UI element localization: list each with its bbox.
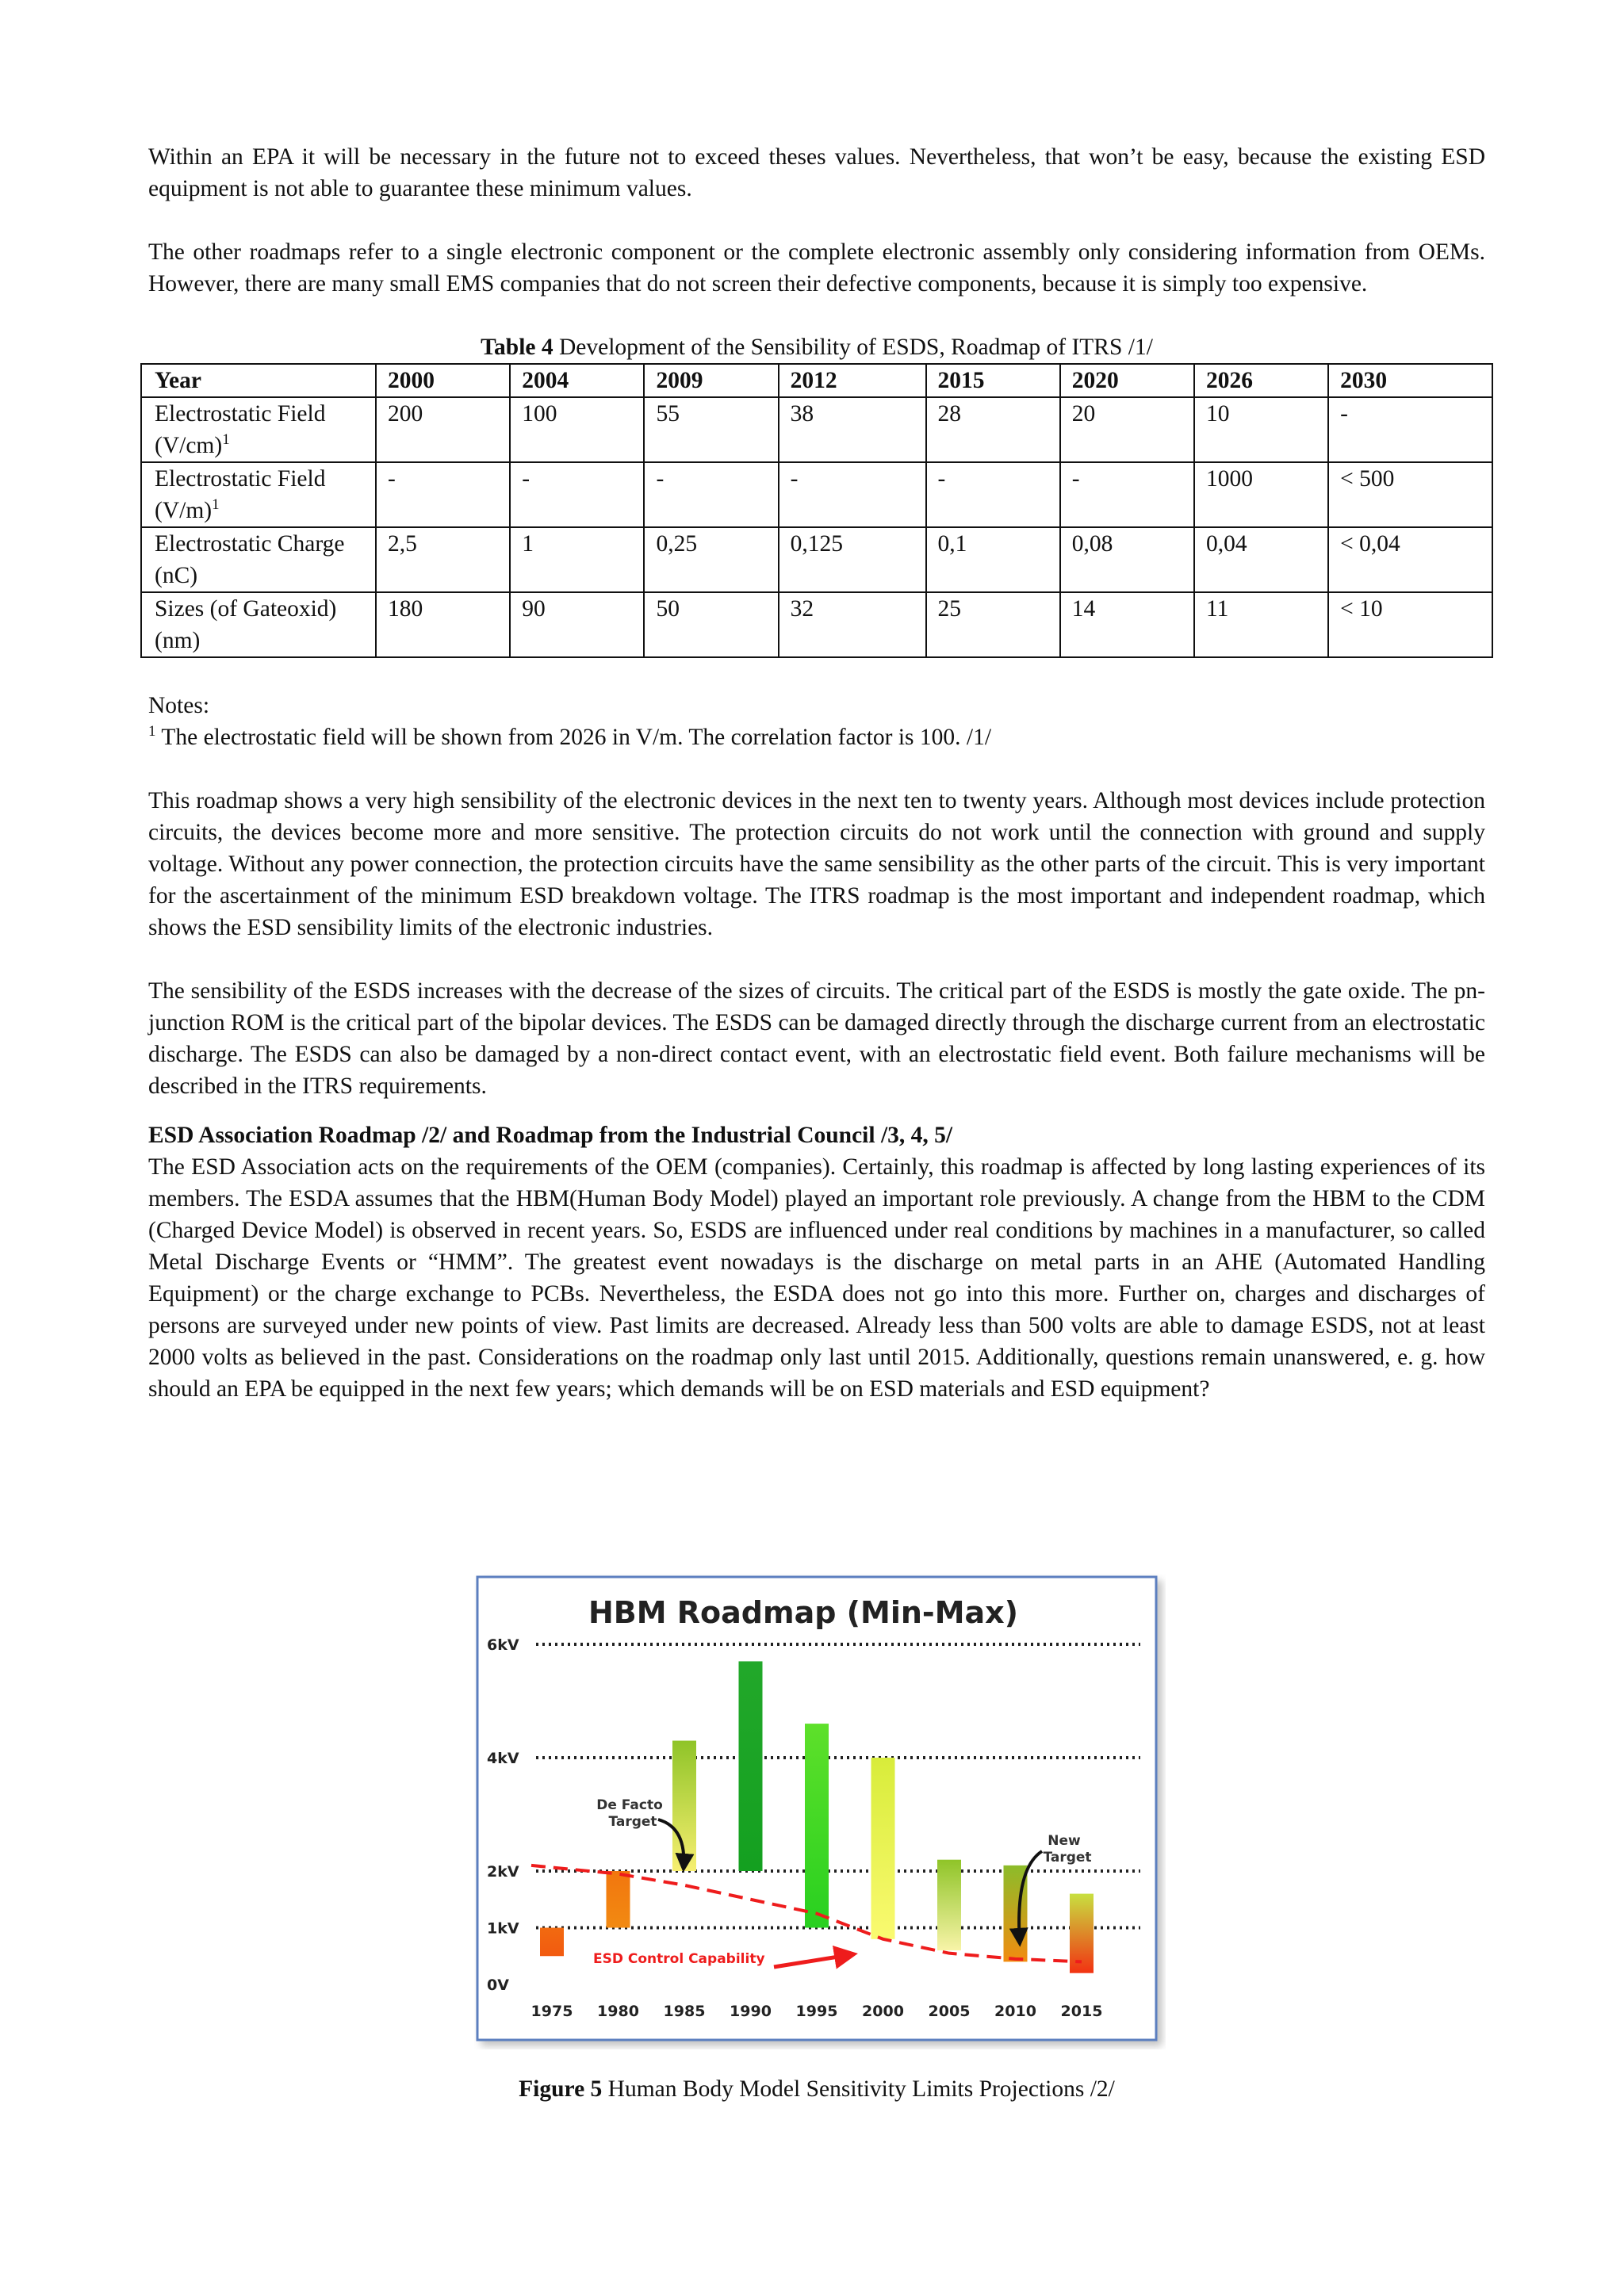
table-cell: - bbox=[644, 462, 778, 527]
bar-2005 bbox=[937, 1860, 961, 1950]
table-cell: 100 bbox=[510, 397, 644, 462]
table-4-caption-text: Development of the Sensibility of ESDS, Roadmap of ITRS /1/ bbox=[553, 335, 1153, 360]
table-cell: 28 bbox=[926, 397, 1060, 462]
table-cell: 1 bbox=[510, 527, 644, 592]
table-row-label: Electrostatic Charge (nC) bbox=[141, 527, 376, 592]
table-cell: 50 bbox=[644, 592, 778, 657]
de-facto-label-line-1: De Facto bbox=[596, 1797, 663, 1813]
x-tick-2005: 2005 bbox=[928, 2003, 971, 2020]
table-header-cell: 2020 bbox=[1060, 364, 1194, 397]
table-4 bbox=[140, 363, 1493, 658]
table-cell: < 0,04 bbox=[1328, 527, 1492, 592]
table-cell: 0,125 bbox=[779, 527, 926, 592]
bar-1995 bbox=[805, 1724, 829, 1927]
table-cell: 180 bbox=[376, 592, 510, 657]
table-cell: 2,5 bbox=[376, 527, 510, 592]
x-tick-1995: 1995 bbox=[795, 2003, 838, 2020]
section-heading: ESD Association Roadmap /2/ and Roadmap from the Industrial Council /3, 4, 5/ bbox=[148, 1123, 953, 1148]
table-cell: 0,04 bbox=[1194, 527, 1328, 592]
paragraph-body-3: The ESD Association acts on the requirements of the OEM (companies). Certainly, this roadmap is affected by long lasting experiences of its members. The ESDA assumes that the HBM(Human Body Model) played an important role previously. A change from the HBM to the CDM (Charged Device Model) is observed in recent years. So, ESDS are influenced under real conditions by machines in a manufacturer, so called Metal Discharge Events or “HMM”. The greatest event nowadays is the discharge on metal parts in an AHE (Automated Handling Equipment) or the charge exchange to PCBs. Nevertheless, the ESDA does not go into this more. Further on, charges and discharges of persons are surveyed under new points of view. Past limits are decreased. Already less than 500 volts are able to damage ESDS, not at least 2000 volts as believed in the past. Considerations on the roadmap only last until 2015. Additionally, questions remain unanswered, e. g. how should an EPA be equipped in the next few years; which demands will be on ESD materials and ESD equipment? bbox=[148, 1154, 1485, 1402]
table-4-caption-label: Table 4 bbox=[481, 335, 553, 360]
table-cell: 20 bbox=[1060, 397, 1194, 462]
table-header-cell: Year bbox=[141, 364, 376, 397]
new-target-label-line-2: Target bbox=[1043, 1850, 1092, 1866]
de-facto-label-line-2: Target bbox=[608, 1814, 657, 1830]
bar-1990 bbox=[739, 1661, 763, 1871]
new-target-label-line-1: New bbox=[1048, 1833, 1081, 1849]
x-tick-2015: 2015 bbox=[1060, 2003, 1103, 2020]
table-row bbox=[141, 397, 1492, 462]
table-header-cell: 2015 bbox=[926, 364, 1060, 397]
y-tick-2kV: 2kV bbox=[487, 1863, 519, 1881]
table-cell: 0,08 bbox=[1060, 527, 1194, 592]
x-tick-2000: 2000 bbox=[862, 2003, 904, 2020]
table-cell: 1000 bbox=[1194, 462, 1328, 527]
table-header-cell: 2004 bbox=[510, 364, 644, 397]
table-header-cell: 2012 bbox=[779, 364, 926, 397]
footnote-text: The electrostatic field will be shown from 2026 in V/m. The correlation factor is 100. /1/ bbox=[155, 725, 992, 750]
table-cell: 10 bbox=[1194, 397, 1328, 462]
figure-5-caption bbox=[148, 2073, 1485, 2105]
table-header-cell: 2030 bbox=[1328, 364, 1492, 397]
table-header-cell: 2026 bbox=[1194, 364, 1328, 397]
y-tick-1kV: 1kV bbox=[487, 1919, 519, 1938]
table-cell: - bbox=[376, 462, 510, 527]
table-header-cell: 2009 bbox=[644, 364, 778, 397]
footnote bbox=[148, 721, 1485, 753]
table-cell: - bbox=[779, 462, 926, 527]
table-cell: < 500 bbox=[1328, 462, 1492, 527]
bar-1980 bbox=[607, 1871, 630, 1928]
table-notes bbox=[148, 690, 1485, 753]
figure-5-caption-label: Figure 5 bbox=[519, 2076, 603, 2102]
x-tick-1990: 1990 bbox=[730, 2003, 772, 2020]
chart-title: HBM Roadmap (Min-Max) bbox=[588, 1595, 1019, 1630]
figure-5-caption-text: Human Body Model Sensitivity Limits Projections /2/ bbox=[602, 2076, 1115, 2102]
table-cell: 32 bbox=[779, 592, 926, 657]
x-tick-1985: 1985 bbox=[663, 2003, 706, 2020]
x-tick-1975: 1975 bbox=[530, 2003, 573, 2020]
hbm-roadmap-chart bbox=[474, 1574, 1166, 2049]
table-cell: 55 bbox=[644, 397, 778, 462]
esd-control-label: ESD Control Capability bbox=[593, 1951, 765, 1967]
table-cell: 90 bbox=[510, 592, 644, 657]
table-cell: 200 bbox=[376, 397, 510, 462]
table-cell: 0,1 bbox=[926, 527, 1060, 592]
footnote-mark: 1 bbox=[212, 496, 220, 514]
paragraph-body-2: The sensibility of the ESDS increases with the decrease of the sizes of circuits. The critical part of the ESDS is mostly the gate oxide. The pn-junction ROM is the critical part of the bipolar devices. The ESDS can be damaged directly through the discharge current from an electrostatic discharge. The ESDS can also be damaged by a non-direct contact event, with an electrostatic field event. Both failure mechanisms will be described in the ITRS requirements. bbox=[148, 978, 1485, 1099]
footnote-mark: 1 bbox=[148, 723, 156, 740]
table-row-label bbox=[141, 462, 376, 527]
figure-5-chart bbox=[474, 1574, 1166, 2049]
table-cell: 25 bbox=[926, 592, 1060, 657]
notes-title: Notes: bbox=[148, 693, 210, 718]
table-cell: 0,25 bbox=[644, 527, 778, 592]
row-label-text: Electrostatic Field (V/cm) bbox=[155, 401, 326, 458]
bar-2000 bbox=[871, 1758, 895, 1939]
paragraph-intro-1: Within an EPA it will be necessary in the future not to exceed theses values. Nevertheless, that won’t be easy, because the existing ESD equipment is not able to guarantee these minimum values. bbox=[148, 144, 1485, 201]
table-row bbox=[141, 527, 1492, 592]
x-tick-2010: 2010 bbox=[994, 2003, 1036, 2020]
x-tick-1980: 1980 bbox=[597, 2003, 639, 2020]
table-4-caption bbox=[148, 331, 1485, 363]
y-tick-0V: 0V bbox=[487, 1976, 509, 1994]
table-cell: < 10 bbox=[1328, 592, 1492, 657]
paragraph-body-1: This roadmap shows a very high sensibility of the electronic devices in the next ten to twenty years. Although most devices include protection circuits, the devices become more and more sensitive. The protection circuits do not work until the connection with ground and supply voltage. Without any power connection, the protection circuits have the same sensibility as the other parts of the circuit. This is very important for the ascertainment of the minimum ESD breakdown voltage. The ITRS roadmap is the most important and independent roadmap, which shows the ESD sensibility limits of the electronic industries. bbox=[148, 788, 1485, 940]
y-tick-6kV: 6kV bbox=[487, 1636, 519, 1654]
table-cell: - bbox=[926, 462, 1060, 527]
table-row-label: Sizes (of Gateoxid) (nm) bbox=[141, 592, 376, 657]
row-label-text: Electrostatic Field (V/m) bbox=[155, 466, 326, 523]
paragraph-intro-2: The other roadmaps refer to a single electronic component or the complete electronic assembly only considering information from OEMs. However, there are many small EMS companies that do not screen their defective components, because it is simply too expensive. bbox=[148, 239, 1485, 297]
bar-1975 bbox=[540, 1928, 564, 1957]
table-header-cell: 2000 bbox=[376, 364, 510, 397]
y-tick-4kV: 4kV bbox=[487, 1750, 519, 1767]
table-row bbox=[141, 592, 1492, 657]
footnote-mark: 1 bbox=[222, 431, 230, 449]
table-cell: - bbox=[510, 462, 644, 527]
x-tick-labels bbox=[531, 2003, 1103, 2020]
table-row-label bbox=[141, 397, 376, 462]
table-cell: - bbox=[1060, 462, 1194, 527]
table-cell: 38 bbox=[779, 397, 926, 462]
table-cell: 14 bbox=[1060, 592, 1194, 657]
table-cell: 11 bbox=[1194, 592, 1328, 657]
page-content bbox=[148, 141, 1485, 1405]
table-cell: - bbox=[1328, 397, 1492, 462]
table-row bbox=[141, 462, 1492, 527]
table-header-row bbox=[141, 364, 1492, 397]
